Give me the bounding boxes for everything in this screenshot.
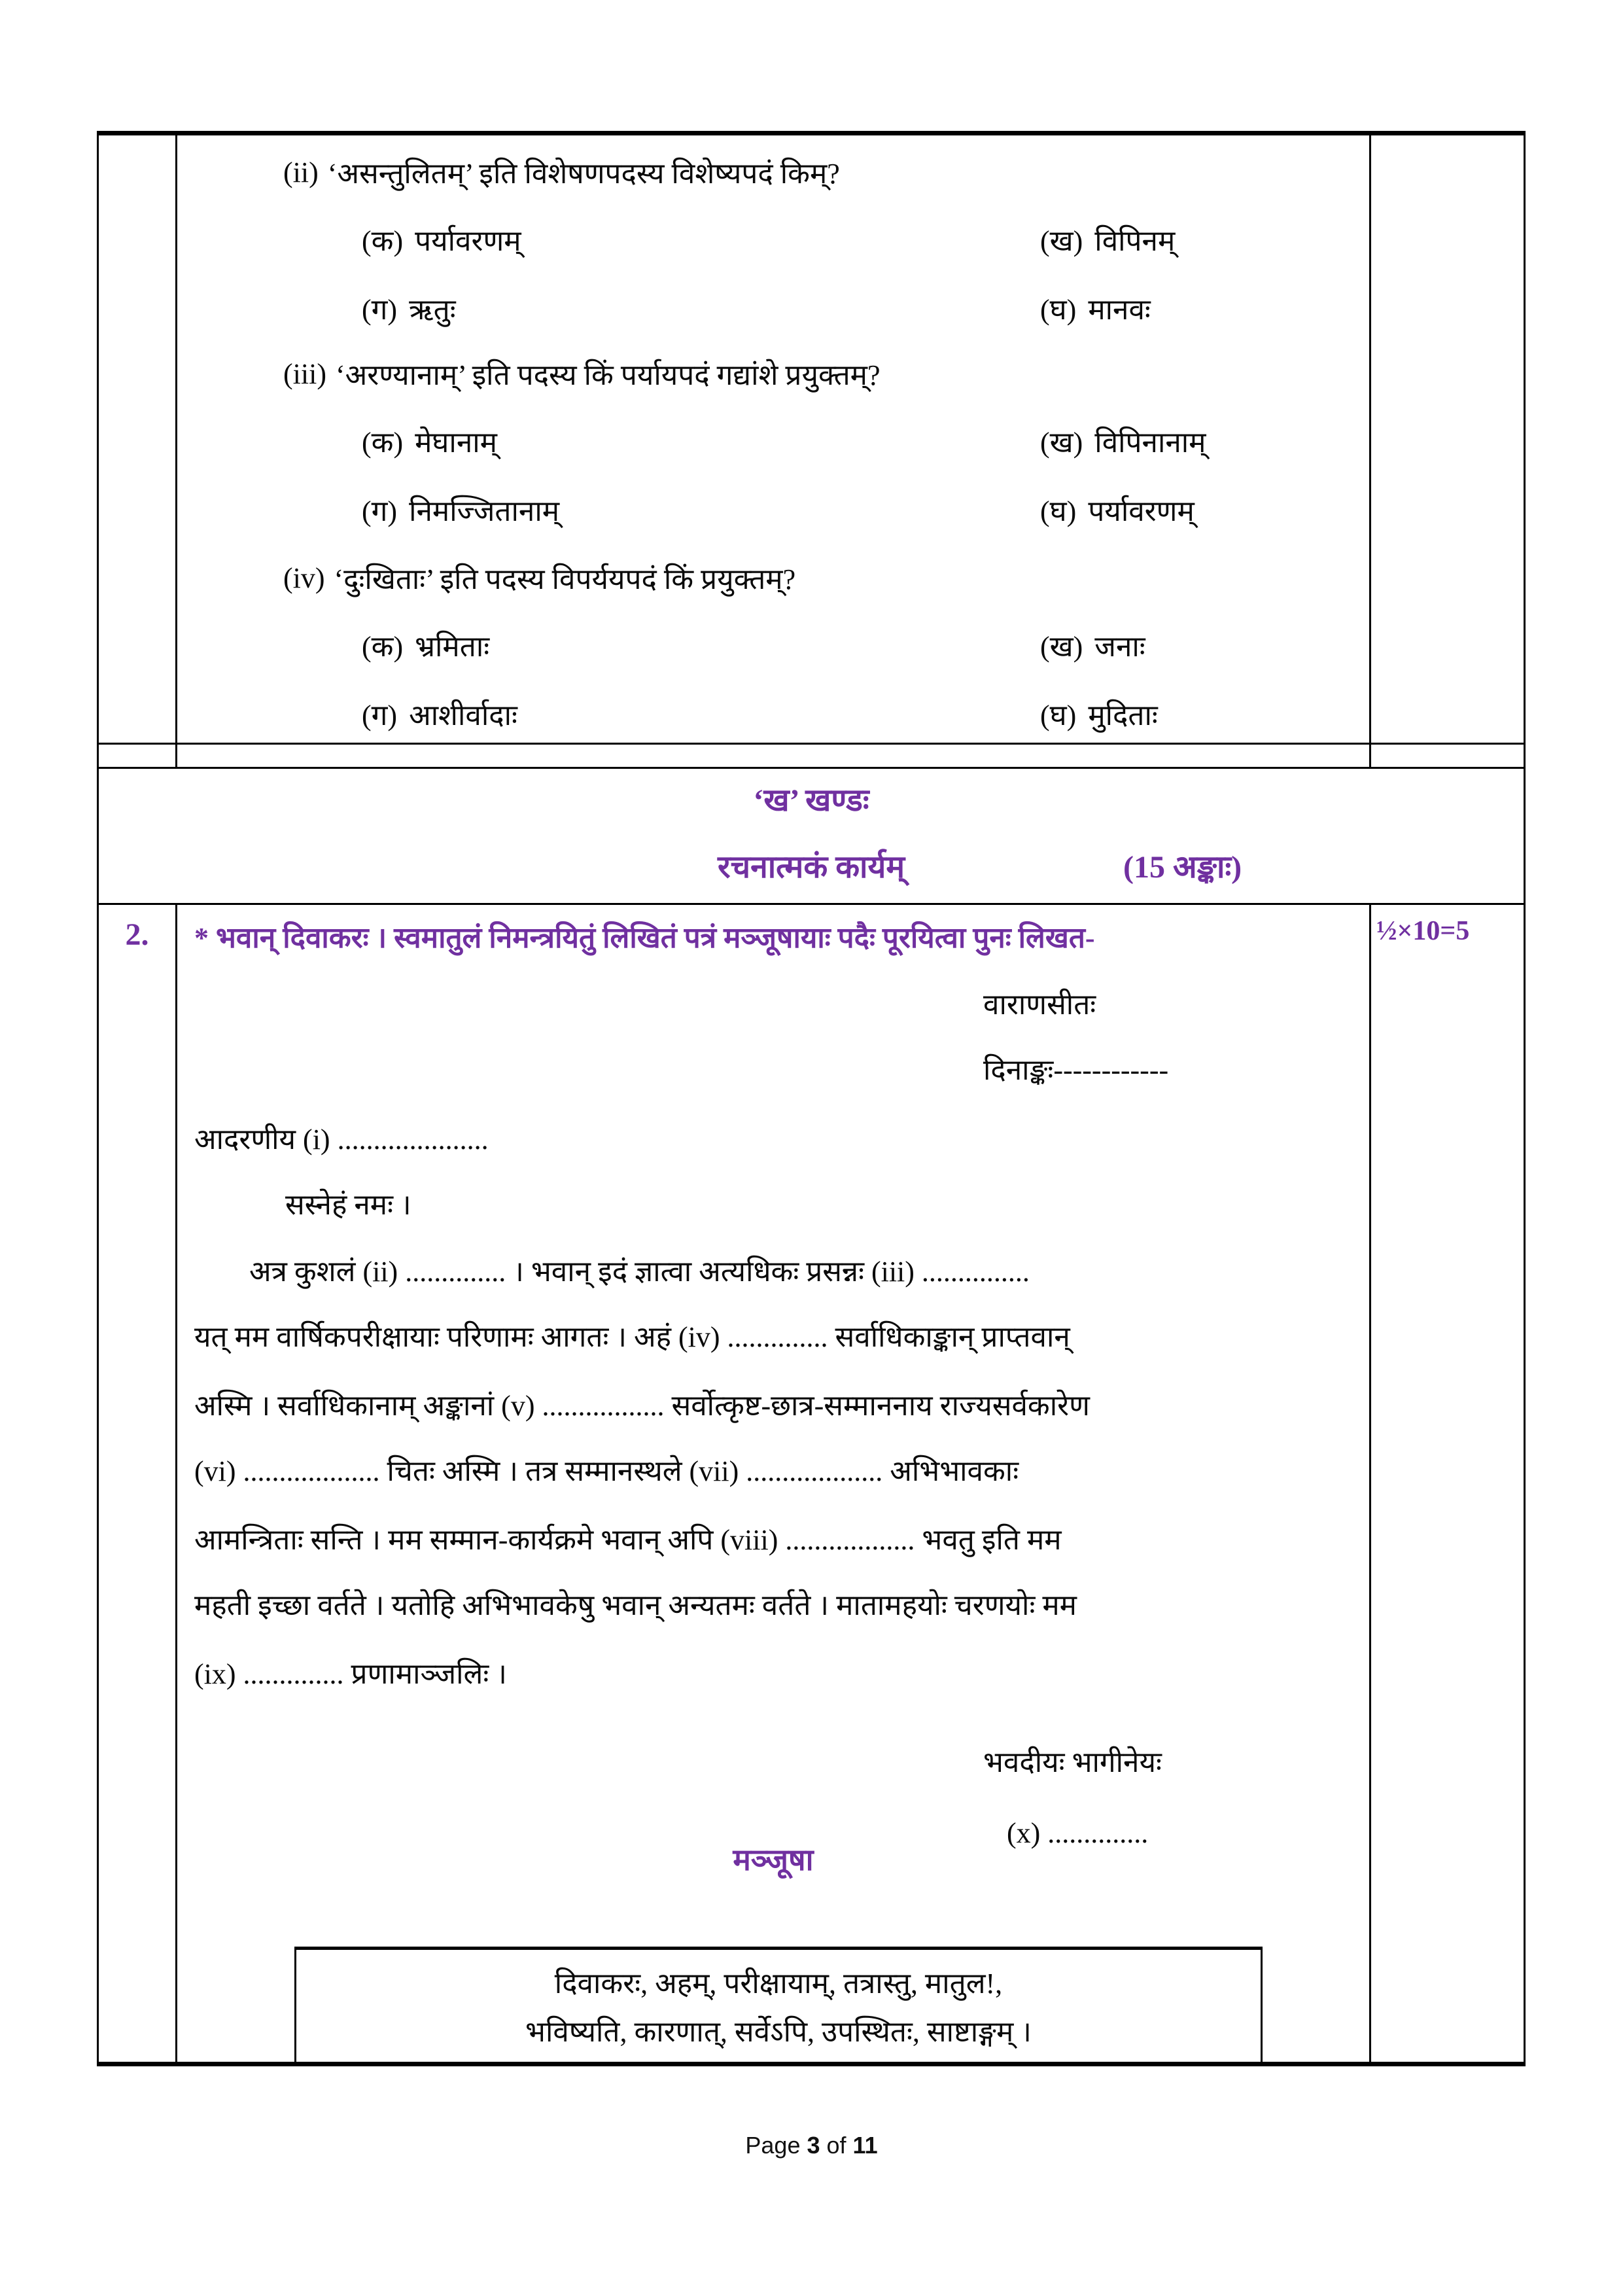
letter-body-line: अत्र कुशलं (ii) .............. । भवान् इदं ज्ञात्वा अत्यधिकः प्रसन्नः (iii) ............... <box>249 1256 1030 1288</box>
option-label: (ग) <box>362 495 398 527</box>
option-text: पर्यावरणम् <box>415 225 521 257</box>
letter-closing-blank: (x) .............. <box>1007 1816 1149 1849</box>
sub-question-iv-num: (iv) <box>283 561 325 594</box>
option-text: मानवः <box>1088 294 1151 326</box>
spacer-number-cell <box>99 743 177 767</box>
option-label: (ख) <box>1040 225 1083 257</box>
q2-number-cell <box>99 903 177 2062</box>
question-table <box>97 131 1526 2066</box>
section-marks: (15 अङ्काः) <box>1123 850 1242 885</box>
manjusha-word-box <box>294 1947 1263 2064</box>
spacer-marks-cell <box>1371 743 1524 767</box>
letter-closing: भवदीयः भागीनेयः <box>983 1746 1162 1778</box>
option-text: विपिनम् <box>1094 225 1176 257</box>
sub-question-iv-text: ‘दुःखिताः’ इति पदस्य विपर्ययपदं किं प्रयुक्तम्? <box>334 563 796 595</box>
options-row <box>177 694 1369 734</box>
sub-question-iii-text: ‘अरण्यानाम्’ इति पदस्य किं पर्यायपदं गद्यांशे प्रयुक्तम्? <box>335 359 881 391</box>
option-ka <box>362 219 521 260</box>
q2-prompt: * भवान् दिवाकरः । स्वमातुलं निमन्त्रयितुं लिखितं पत्रं मञ्जूषायाः पदैः पूरयित्वा पुनः लिखत- <box>194 922 1095 954</box>
option-text: मेघानाम् <box>415 427 497 459</box>
q2-marks-cell <box>1371 903 1524 2062</box>
option-gha <box>1040 489 1195 530</box>
option-text: भ्रमिताः <box>415 631 490 663</box>
option-text: पर्यावरणम् <box>1088 495 1195 527</box>
q2-content-cell <box>177 903 1371 2062</box>
options-row <box>177 625 1369 665</box>
q1-content-cell <box>177 135 1371 743</box>
marks-value: ½×10=5 <box>1376 916 1470 946</box>
option-ga <box>362 694 517 734</box>
letter-body-line: महती इच्छा वर्तते । यतोहि अभिभावकेषु भवान् अन्यतमः वर्तते । मातामहयोः चरणयोः मम <box>194 1589 1077 1621</box>
option-text: आशीर्वादाः <box>409 699 517 732</box>
option-gha <box>1040 694 1158 734</box>
option-label: (क) <box>362 225 404 257</box>
letter-greeting: सस्नेहं नमः । <box>285 1189 411 1221</box>
letter-body-line: अस्मि । सर्वाधिकानाम् अङ्कानां (v) ................. सर्वोत्कृष्ट-छात्र-सम्माननाय राज्यसर्वकारेण <box>194 1390 1090 1422</box>
manjusha-title: मञ्जूषा <box>733 1843 814 1877</box>
q1-marks-cell <box>1371 135 1524 743</box>
section-subtitle: रचनात्मकं कार्यम् <box>717 850 905 885</box>
page-footer <box>0 2132 1623 2159</box>
footer-of: of <box>820 2132 853 2159</box>
sub-question-ii <box>283 152 840 192</box>
sub-question-iii <box>283 353 881 394</box>
option-text: जनाः <box>1094 631 1145 663</box>
sub-question-iv <box>283 557 795 598</box>
section-title: ‘ख’ खण्डः <box>753 783 869 818</box>
sub-question-ii-text: ‘असन्तुलितम्’ इति विशेषणपदस्य विशेष्यपदं किम्? <box>327 158 840 190</box>
option-label: (घ) <box>1040 699 1077 732</box>
letter-body-line: आमन्त्रिताः सन्ति । मम सम्मान-कार्यक्रमे भवान् अपि (viii) .................. भवतु इति मम <box>194 1524 1062 1556</box>
options-row <box>177 421 1369 461</box>
option-label: (ग) <box>362 699 398 732</box>
option-label: (घ) <box>1040 495 1077 527</box>
option-ga <box>362 288 456 328</box>
question-number: 2. <box>125 917 149 952</box>
footer-total-pages: 11 <box>852 2132 878 2159</box>
manjusha-words-line: दिवाकरः, अहम्, परीक्षायाम्, तत्रास्तु, मातुल!, <box>554 1968 1003 2000</box>
options-row <box>177 288 1369 328</box>
letter-date: दिनाङ्कः------------ <box>983 1054 1169 1086</box>
sub-question-iii-num: (iii) <box>283 357 326 390</box>
options-row <box>177 219 1369 260</box>
option-label: (घ) <box>1040 294 1077 326</box>
letter-body-line: (ix) .............. प्रणामाञ्जलिः । <box>194 1658 507 1690</box>
option-label: (ख) <box>1040 631 1083 663</box>
option-text: निमज्जितानाम् <box>409 495 560 527</box>
q1-number-cell <box>99 135 177 743</box>
option-text: ऋतुः <box>409 294 456 326</box>
option-text: विपिनानाम् <box>1094 427 1206 459</box>
option-label: (ख) <box>1040 427 1083 459</box>
letter-body-line: यत् मम वार्षिकपरीक्षायाः परिणामः आगतः । अहं (iv) .............. सर्वाधिकाङ्कान् प्राप्तवान् <box>194 1321 1070 1353</box>
sub-question-ii-num: (ii) <box>283 156 319 188</box>
option-label: (ग) <box>362 294 398 326</box>
option-label: (क) <box>362 631 404 663</box>
option-kha <box>1040 219 1175 260</box>
option-ga <box>362 489 559 530</box>
option-gha <box>1040 288 1151 328</box>
option-kha <box>1040 625 1145 665</box>
footer-page-number: 3 <box>807 2132 820 2159</box>
option-text: मुदिताः <box>1088 699 1158 732</box>
letter-place: वाराणसीतः <box>983 989 1096 1021</box>
letter-salutation: आदरणीय (i) ..................... <box>194 1123 489 1156</box>
manjusha-words-line: भविष्यति, कारणात्, सर्वेऽपि, उपस्थितः, साष्टाङ्गम् । <box>525 2016 1032 2048</box>
footer-prefix: Page <box>745 2132 807 2159</box>
letter-body-line: (vi) ................... चितः अस्मि । तत्र सम्मानस्थले (vii) ................... अभिभावकाः <box>194 1455 1019 1487</box>
option-ka <box>362 625 489 665</box>
spacer-content-cell <box>177 743 1371 767</box>
option-ka <box>362 421 497 461</box>
section-header-row <box>99 767 1524 903</box>
option-kha <box>1040 421 1206 461</box>
options-row <box>177 489 1369 530</box>
option-label: (क) <box>362 427 404 459</box>
